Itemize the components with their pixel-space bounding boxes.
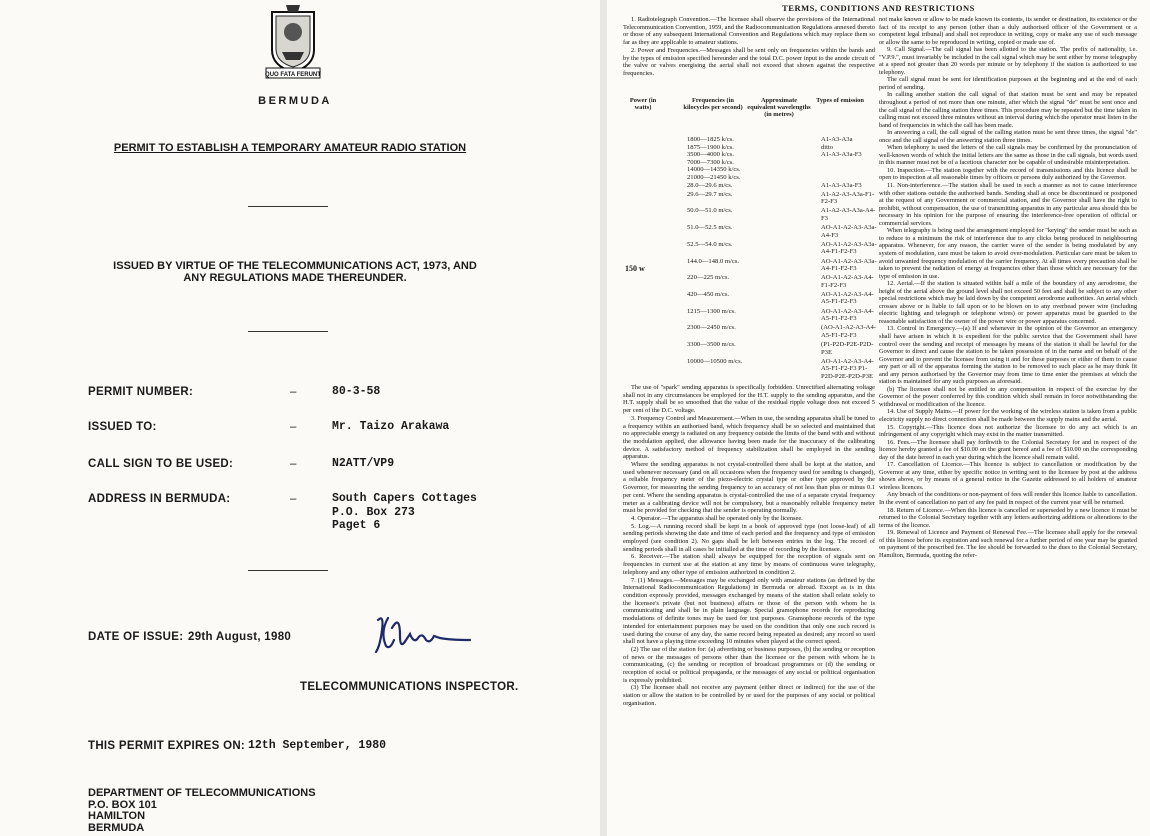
inspector-title: TELECOMMUNICATIONS INSPECTOR. — [300, 681, 519, 693]
date-of-issue-label: DATE OF ISSUE: — [88, 631, 184, 643]
emission-cell: AO-A1-A2-A3-A4-A5-F1-F2-F3 — [821, 290, 874, 306]
emission-cell: AO-A1-A2-A3-A4-A5-F1-F2-F3 P1-P2D-P2E-P2D-P3E — [821, 357, 874, 380]
heading-bermuda: BERMUDA — [258, 95, 332, 107]
bermuda-crest-icon — [262, 2, 324, 80]
term-paragraph: 11. Non-interference.—The station shall be used in such a manner as not to cause interference with other stations outside the authorised bands. Sending shall at once be discontinued or postponed at the request of any Government or commercial station, and the Governor shall have the right to prohibit, without compensation, the use of transmitting apparatus in any particular area should this be necessary in his opinion for the purpose of ensuring the interference-free operation of official or commercial services. — [879, 182, 1137, 227]
term-paragraph: 16. Fees.—The licensee shall pay forthwith to the Colonial Secretary for and in respect of the licence hereby granted a fee of $10.00 on the grant hereof and a fee of $10.00 on the corresponding day of the date hereof in each year during which the licence shall remain valid. — [879, 438, 1137, 461]
expires-value: 12th September, 1980 — [248, 739, 387, 752]
crest-motto: QUO FATA FERUNT — [265, 72, 321, 78]
frequency-cell: 7000—7300 k/cs. — [687, 158, 734, 166]
emission-cell: AO-A1-A2-A3-A4-A5-F1-F2-F3 — [821, 307, 874, 323]
dash: – — [290, 386, 297, 398]
department-address — [88, 788, 316, 834]
emission-cell: AO-A1-A2-A3-A3a-A4-F1-F2-F3 — [821, 240, 877, 256]
call-sign-label: CALL SIGN TO BE USED: — [88, 458, 234, 470]
issued-by-line-2: ANY REGULATIONS MADE THEREUNDER. — [183, 272, 407, 284]
address-line-3: Paget 6 — [332, 519, 381, 532]
term-paragraph: When telephony is used the letters of the call signals may be confirmed by the pronunciation of well-known words of which the initial letters are the same as those in the call signals, but words used in this manner must not be of a facetious character nor be capable of undesirable misinterpretation. — [879, 144, 1137, 167]
issued-to-label: ISSUED TO: — [88, 421, 157, 433]
term-paragraph: In calling another station the call signal of that station must be sent and may be repeated throughout a period of not more than one minute, after which the signal "de" must be sent once and the call signal of the calling station three times. This procedure may be repeated but the time taken in calling must not exceed three minutes without an interval during which the operator must listen in the band of frequencies in which the call has been made. — [879, 91, 1137, 129]
term-paragraph: 12. Aerial.—If the station is situated within half a mile of the boundary of any aerodrome, the height of the aerial above the ground level shall not exceed 50 feet and shall be subject to any other special restrictions which may be laid down by the competent aerodrome authorities. An aerial which crosses above or is liable to fall upon or to be blown on to any overhead power wire (including electric lighting and telegraph or telephone wires) or power apparatus must be guarded to the reasonable satisfaction of the owner of the power wire or power apparatus concerned. — [879, 280, 1137, 325]
emission-cell: A1-A3-A3a — [821, 136, 853, 143]
terms-page — [607, 0, 1150, 836]
emission-cell: A1-A3-A3a-F3 — [821, 151, 862, 159]
dash: – — [290, 421, 297, 433]
dept-line-1: DEPARTMENT OF TELECOMMUNICATIONS — [88, 787, 316, 799]
emission-cell: (P1-P2D-P2E-P2D-P3E — [821, 341, 874, 356]
term-paragraph: The call signal must be sent for identification purposes at the beginning and at the end of each period of sending. — [879, 76, 1137, 91]
frequency-cell: 2300—2450 m/cs. — [687, 324, 736, 332]
address-line-2: P.O. Box 273 — [332, 505, 415, 519]
divider — [248, 331, 328, 332]
frequency-cell: 144.0—148.0 m/cs. — [687, 257, 740, 265]
term-paragraph: (2) The use of the station for: (a) advertising or business purposes, (b) the sending or reception of news or the messages of persons other than the licensee or the person with whom he is communicating, (c) the sending or reception of broadcast programmes or (d) the sending or reception of social or political propaganda, or the messages of any social or political organisation is expressly prohibited. — [623, 645, 875, 684]
dept-line-4: BERMUDA — [88, 821, 145, 834]
dash: – — [290, 493, 297, 505]
term-paragraph: When telegraphy is being used the arrangement employed for "keying" the sender must be such as to reduce to a minimum the risk of interference due to any clicks being produced in neighbouring apparatus. Whenever, for any reason, the carrier wave of the sender is being modulated by any system of modulation, care must be taken to avoid over-modulation. Particular care must be taken to avoid unwanted frequency modulation of the carrier frequency. At all times every precaution shall be taken to prevent the radiation of energy at frequencies other than those which are necessary for the type of emission in use. — [879, 227, 1137, 280]
terms-title: TERMS, CONDITIONS AND RESTRICTIONS — [782, 3, 975, 13]
term-paragraph: (b) The licensee shall not be entitled to any compensation in respect of the exercise by the Governor of the power conferred by this condition which shall remain in force notwithstanding the withdrawal or modification of the licence. — [879, 385, 1137, 408]
permit-title: PERMIT TO ESTABLISH A TEMPORARY AMATEUR RADIO STATION — [113, 142, 467, 154]
table-header-wavelengths: Approximate equivalent wavelengths (in metres) — [747, 97, 811, 118]
frequency-cell: 29.6—29.7 m/cs. — [687, 190, 733, 198]
emission-cell: ditto — [821, 143, 834, 151]
frequency-cell: 420—450 m/cs. — [687, 290, 730, 298]
dept-line-2: P.O. BOX 101 — [88, 798, 157, 811]
term-paragraph: 7. (1) Messages.—Messages may be exchanged only with amateur stations (as defined by the International Radiocommunication Regulations) in Bermuda or abroad. Except as is in this condition expressly provided, messages exchanged by means of the station shall relate solely to the licensee's private (but not business) affairs or those of the person with whom he is communicating and shall be in plain language. Special gramophone records for reproducing modulations of definite tones may be used for test purposes. Gramophone records of the type intended for entertainment purposes may be used on the condition that only one such record is used during the course of any day, the same record being repeated as desired; any record so used shall not have a playing time exceeding 10 minutes when played at the correct speed. — [623, 576, 875, 646]
term-paragraph: In answering a call, the call signal of the calling station must be sent three times, the signal "de" once and the call signal of the answering station three times. — [879, 129, 1137, 144]
date-of-issue-value: 29th August, 1980 — [188, 631, 292, 643]
frequency-cell: 21000—21450 k/cs. — [687, 174, 741, 181]
dash: – — [290, 458, 297, 470]
frequency-cell: 3500—4000 k/cs. — [687, 151, 734, 159]
term-paragraph: 1. Radiotelegraph Convention.—The licensee shall observe the provisions of the International Telecommunication Convention, 1959, and the Radiocommunication Regulations annexed thereto or those of any subsequent International Convention and Regulations which may replace them so far as they are applicable to amateur stations. — [623, 16, 875, 47]
permit-number-label: PERMIT NUMBER: — [88, 386, 194, 398]
frequency-cell: 1875—1900 k/cs. — [687, 143, 734, 151]
term-paragraph: The use of "spark" sending apparatus is specifically forbidden. Unrectified alternating voltage shall not in any circumstances be employed for the H.T. supply to the sending apparatus, and the H.T. supply shall be so smoothed that the value of the residual ripple voltage does not exceed 5 per cent of the D.C. voltage. — [623, 384, 875, 415]
table-header-power: Power (in watts) — [629, 97, 657, 111]
emission-cell: AO-A1-A2-A3-A3a-A4-F1-F2-F3 — [821, 257, 877, 272]
divider — [248, 206, 328, 207]
frequency-cell: 1800—1825 k/cs. — [687, 136, 734, 143]
emission-cell: AO-A1-A2-A3-A4-F1-F2-F3 — [821, 274, 874, 289]
permit-number-value: 80-3-58 — [332, 385, 381, 398]
terms-column-1-top — [623, 16, 875, 78]
term-paragraph: 18. Return of Licence.—When this licence is cancelled or superseded by a new licence it must be returned to the Colonial Secretary together with any letters authorizing additions or alterations to the terms of the licence. — [879, 506, 1137, 529]
emission-cell: (AO-A1-A2-A3-A4-A5-F1-F2-F3 — [821, 324, 876, 339]
expires-label: THIS PERMIT EXPIRES ON: — [88, 740, 246, 752]
issued-to-value: Mr. Taizo Arakawa — [332, 420, 450, 433]
frequency-cell: 52.5—54.0 m/cs. — [687, 240, 733, 248]
divider — [248, 570, 328, 571]
table-header-frequencies: Frequencies (in kilocycles per second) — [683, 97, 743, 111]
term-paragraph: 4. Operator.—The apparatus shall be operated only by the licensee. — [631, 514, 803, 522]
address-value — [332, 492, 477, 533]
term-paragraph: Any breach of the conditions or non-payment of fees will render this licence liable to cancellation. In the event of cancellation no part of any fee paid in respect of the current year will be returned. — [879, 491, 1137, 506]
table-header-emission: Types of emission — [816, 97, 864, 104]
power-value: 150 w — [625, 264, 645, 273]
emission-cell: AO-A1-A2-A3-A3a-A4-F3 — [821, 224, 877, 239]
frequency-cell: 1215—1300 m/cs. — [687, 307, 736, 315]
frequency-cell: 51.0—52.5 m/cs. — [687, 224, 733, 232]
frequency-cell: 3300—3500 m/cs. — [687, 341, 736, 348]
term-paragraph: 15. Copyright.—This licence does not authorize the licensee to do any act which is an infringement of any copyright which may exist in the matter transmitted. — [879, 423, 1137, 439]
term-paragraph: 19. Renewal of Licence and Payment of Renewal Fee.—The licensee shall apply for the renewal of this licence before its expiration and such renewal for a further period of one year may be granted on payment of the prescribed fee. The fee should be forwarded to the dues to the Colonial Secretary, Hamilton, Bermuda, quoting the refer- — [879, 529, 1137, 559]
terms-column-2 — [879, 16, 1137, 559]
frequency-cell: 10000—10500 m/cs. — [687, 357, 743, 365]
terms-column-1-bottom — [623, 384, 875, 708]
issued-by-line-1: ISSUED BY VIRTUE OF THE TELECOMMUNICATIONS ACT, 1973, AND — [113, 260, 477, 272]
term-paragraph: 13. Control in Emergency.—(a) If and whenever in the opinion of the Governor an emergency shall have arisen in which it is expedient for the public service that the Government shall have control over the sending and receipt of messages by means of the station it shall be lawful for the Governor to direct and cause the station to be taken possession of in the name and on behalf of the Governor and to prevent the licensee from using it and for these purposes or either of them to cause any part or all of the apparatus forming the station to be removed to such place as he may think fit and any person authorised by the Governor may from time to time enter the premises at which the station is maintained for any such purposes as aforesaid. — [879, 325, 1137, 386]
frequency-cell: 50.0—51.0 m/cs. — [687, 207, 733, 215]
term-paragraph: 9. Call Signal.—The call signal has been allotted to the station. The prefix of nationality, i.e. "V.P.9.", must invariably be included in the call signal which may be sent either by morse telegraphy at a speed not greater than 20 words per minute or by telephony if the station is authorized to use telephony. — [879, 46, 1137, 76]
emission-cell: A1-A3-A3a-F3 — [821, 181, 862, 189]
emission-cell: A1-A2-A3-A3a-A4-F3 — [821, 207, 876, 222]
frequency-cell: 28.0—29.6 m/cs. — [687, 181, 733, 189]
term-paragraph: 14. Use of Supply Mains.—If power for the working of the wireless station is taken from a public electricity supply no direct connection shall be made between the supply mains and the aerial. — [879, 408, 1137, 423]
call-sign-value: N2ATT/VP9 — [332, 457, 395, 470]
term-paragraph: 5. Log.—A running record shall be kept in a book of approved type (not loose-leaf) of all sending periods showing the date and time of each period and the frequency and type of emission employed (see condition 2). No gaps shall be left between entries in the log. The record of sending periods shall in all cases be initialled at the time of recording by the licensee. — [623, 522, 875, 553]
term-paragraph: (3) The licensee shall not receive any payment (either direct or indirect) for the use of the station or allow the station to be controlled by or used for the purposes of any social or political organisation. — [623, 684, 875, 707]
inspector-signature — [370, 610, 480, 658]
term-paragraph: 17. Cancellation of Licence.—This licence is subject to cancellation or modification by the Governor at any time, either by specific notice in writing sent to the licensee by post at the address shown above, or by means of a general notice in the Gazette addressed to all holders of amateur wireless licences. — [879, 461, 1137, 491]
frequency-cell: 14000—14350 k/cs. — [687, 166, 741, 174]
term-paragraph: 3. Frequency Control and Measurement.—When in use, the sending apparatus shall be tuned to a frequency within an authorised band, which frequency shall be so selected and maintained that no appreciable energy is radiated on any frequency outside the limits of the band with and without the modulation applied, due allowance having been made for the inaccuracy of the calibrating device. A satisfactory method of frequency stabilization shall be employed in the sending apparatus. — [623, 414, 875, 461]
frequency-cell: 220—225 m/cs. — [687, 274, 730, 282]
term-paragraph: not make known or allow to be made known its contents, its sender or destination, its existence or the fact of its receipt to any person (other than a duly authorised officer of the Government or a competent legal tribunal) and shall not reproduce in writing, copy or make any use of such message or allow the same to be reproduced in writing, copied or made use of. — [879, 16, 1137, 46]
term-paragraph: Where the sending apparatus is not crystal-controlled there shall be kept at the station, and used whenever necessary (and on all occasions when the frequency used for sending is changed), a reliable frequency meter of the piezo-electric crystal type or other type approved by the Governor, for measuring the sending frequency to an accuracy of not less than plus or minus 0.1 per cent. Where the sending apparatus is crystal-controlled the use of a separate crystal frequency meter as a calibrating device will not be compulsory, but a reasonably reliable frequency meter must be provided for checking that the sender is operating normally. — [623, 461, 875, 515]
address-label: ADDRESS IN BERMUDA: — [88, 493, 231, 505]
term-paragraph: 2. Power and Frequencies.—Messages shall be sent only on frequencies within the bands and by the types of emission specified hereunder and the total D.C. power input to the anode circuit of the valve or valves energising the aerial shall not exceed that shown against the respective frequencies. — [623, 46, 875, 77]
emission-cell: A1-A2-A3-A3a-F1-F2-F3 — [821, 190, 875, 206]
dept-line-3: HAMILTON — [88, 810, 146, 822]
address-line-1: South Capers Cottages — [332, 492, 477, 505]
term-paragraph: 10. Inspection.—The station together with the record of transmissions and this licence shall be open to inspection at all reasonable times by officers or persons duly authorized by the Governor. — [879, 166, 1137, 182]
term-paragraph: 6. Receiver.—The station shall always be equipped for the reception of signals sent on frequencies in current use at the station at any time by means of continuous wave telegraphy, telephony and any other type of emission authorized in condition 2. — [623, 553, 875, 576]
